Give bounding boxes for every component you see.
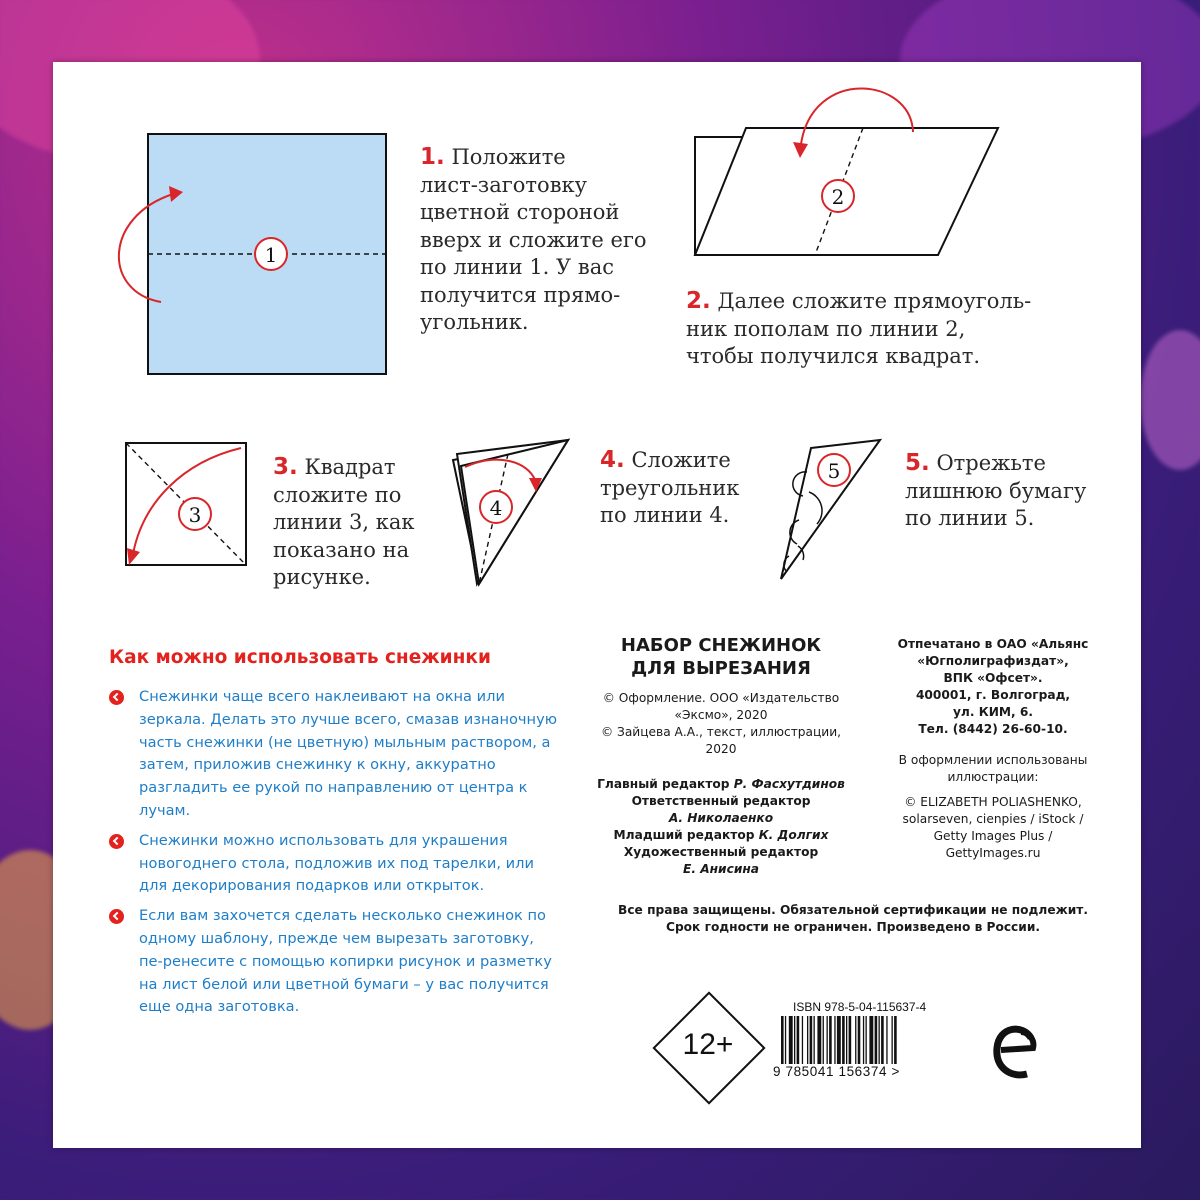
fold-marker-2: 2 [831,185,845,209]
step5-text [905,450,1125,533]
uses-item: Снежинки чаще всего наклеивают на окна или зеркала. Делать это лучше всего, смазав изнаночную часть снежинки (не цветную) мыльным раствором, а затем, приложив снежинку к окну, аккуратно разгладить ее рукой по направлению от центра к лучам. [109,686,559,823]
copyright-line: © Оформление. ООО «Издательство [602,691,840,705]
step4-number: 4. [600,447,625,473]
step5-line: лишнюю бумагу [905,478,1087,503]
printer-line: Тел. (8442) 26-60-10. [918,722,1068,736]
barcode-bar [892,1016,893,1064]
uses-item: Снежинки можно использовать для украшения новогоднего стола, подложив их под тарелки, или для декорирования подарков или открыток. [109,830,559,898]
publisher-logo-icon [991,1020,1041,1082]
barcode-bar [802,1016,803,1064]
step1-text [420,144,680,337]
credits-line: GettyImages.ru [945,846,1041,860]
barcode-bar [863,1016,864,1064]
copyright-line: © Зайцева А.А., текст, иллюстрации, [600,725,842,739]
step1-number: 1. [420,144,445,170]
background-glow [1140,330,1200,470]
barcode-bar [875,1016,878,1064]
credits-line: Getty Images Plus / [933,829,1053,843]
barcode-bar [829,1016,832,1064]
barcode-bar [842,1016,845,1064]
step1-line: получится прямо- [420,282,621,307]
age-rating-text: 12+ [682,1028,734,1061]
illustrations-line: В оформлении использованы [898,753,1088,767]
step4-text [600,447,770,530]
barcode-bar [846,1016,847,1064]
step2-number: 2. [686,288,711,314]
rights-line: Все права защищены. Обязательной сертификации не подлежит. [618,903,1088,917]
barcode-bar [858,1016,861,1064]
step3-number: 3. [273,454,298,480]
editor-line: Главный редактор Р. Фасхутдинов [597,777,845,791]
barcode-bar [855,1016,856,1064]
step3-line: сложите по [273,482,402,507]
barcode-bar [814,1016,815,1064]
printer-line: ВПК «Офсет». [943,671,1043,685]
step3-figure [113,432,253,577]
step4-line: по линии 4. [600,503,730,527]
fold-marker-5: 5 [827,459,841,483]
step2-line: ник пополам по линии 2, [686,316,966,341]
editor-line: Е. Анисина [683,862,759,876]
printer-line: ул. КИМ, 6. [952,705,1034,719]
uses-title: Как можно использовать снежинки [109,647,491,668]
bullet-icon [109,834,124,849]
copyright-line: «Эксмо», 2020 [674,708,768,722]
step3-text [273,454,443,592]
printer-column [873,636,1113,862]
illustrations-line: иллюстрации: [947,770,1039,784]
instruction-panel [53,62,1141,1148]
step1-line: по линии 1. У вас [420,255,614,279]
bullet-icon [109,690,124,705]
editor-line: А. Николаенко [668,811,774,825]
barcode-bar [807,1016,808,1064]
step1-line: лист-заготовку [420,172,587,197]
uses-item: Если вам захочется сделать несколько снежинок по одному шаблону, прежде чем вырезать заготовку, пе-ренесите с помощью копирки рисунок и разметку на лист белой или цветной бумаги – у вас получится еще одна заготовка. [109,905,559,1019]
barcode-bar [789,1016,793,1064]
step3-line: показано на [273,537,410,562]
barcode-bar [837,1016,841,1064]
barcode-bar [834,1016,835,1064]
barcode-bar [827,1016,828,1064]
fold-marker-4: 4 [489,496,503,520]
barcode-bar [817,1016,821,1064]
step5-line: Отрежьте [936,451,1046,475]
fold-marker-1: 1 [264,243,278,267]
editor-line: Ответственный редактор [631,794,811,808]
barcode-bars [781,1016,951,1064]
barcode-bar [797,1016,800,1064]
barcode-digits: 9 785041 156374 > [773,1064,900,1079]
step5-figure [773,434,893,584]
step1-line: Положите [451,145,566,169]
step4-figure [443,432,583,592]
barcode-bar [881,1016,884,1064]
isbn-text: ISBN 978-5-04-115637-4 [793,1000,927,1014]
age-rating-badge [653,992,763,1102]
step3-line: линии 3, как [273,510,415,534]
step5-line: по линии 5. [905,506,1035,530]
copyright-line: 2020 [705,742,737,756]
bullet-icon [109,909,124,924]
step1-line: угольник. [420,310,529,334]
step3-line: Квадрат [304,455,396,479]
step2-figure [683,72,1013,272]
barcode-bar [886,1016,887,1064]
step4-line: треугольник [600,475,740,500]
printer-line: «Югполиграфиздат», [917,654,1069,668]
credits-line: solarseven, cienpies / iStock / [902,812,1084,826]
barcode-bar [823,1016,824,1064]
book-title: ДЛЯ ВЫРЕЗАНИЯ [631,658,811,679]
barcode-bar [866,1016,867,1064]
editor-line: Художественный редактор [623,845,819,859]
step1-line: вверх и сложите его [420,227,647,252]
rights-block [583,902,1123,936]
step3-line: рисунке. [273,565,371,589]
barcode-bar [849,1016,852,1064]
uses-section [109,647,559,1026]
rights-line: Срок годности не ограничен. Произведено в России. [666,920,1040,934]
step2-line: Далее сложите прямоуголь- [717,289,1032,313]
barcode-bar [879,1016,880,1064]
step1-line: цветной стороной [420,200,620,224]
step1-figure [103,122,403,392]
printer-line: 400001, г. Волгоград, [915,688,1071,702]
barcode-bar [781,1016,784,1064]
printer-line: Отпечатано в ОАО «Альянс [897,637,1089,651]
editor-line: Младший редактор К. Долгих [613,828,829,842]
barcode-bar [810,1016,813,1064]
fold-marker-3: 3 [188,503,202,527]
step2-line: чтобы получился квадрат. [686,344,981,368]
barcode-bar [869,1016,873,1064]
step2-text [686,288,1106,371]
credits-line: © ELIZABETH POLIASHENKO, [904,795,1082,809]
imprint-column [581,634,861,878]
barcode-block [771,1000,961,1080]
barcode-bar [894,1016,897,1064]
book-title: НАБОР СНЕЖИНОК [620,635,822,656]
step4-line: Сложите [631,448,731,472]
step5-number: 5. [905,450,930,476]
barcode-bar [794,1016,795,1064]
barcode-bar [785,1016,786,1064]
